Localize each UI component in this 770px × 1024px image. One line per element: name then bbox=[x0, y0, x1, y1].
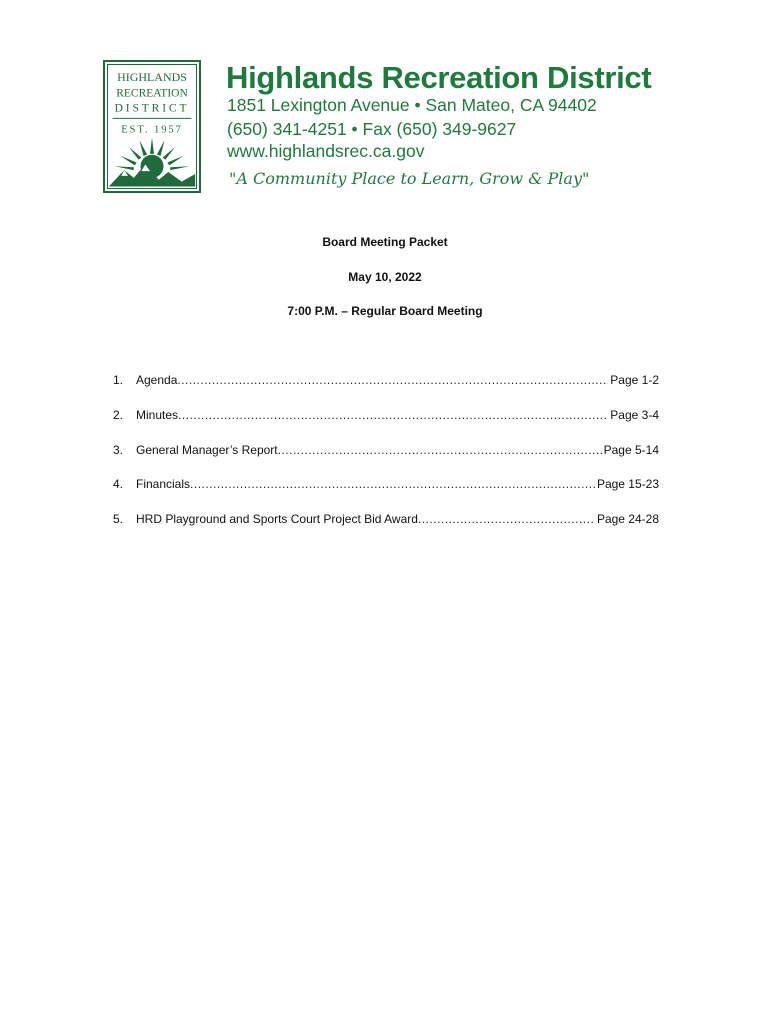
toc-label: HRD Playground and Sports Court Project Bid Award bbox=[136, 512, 418, 526]
toc-page: Page 3-4 bbox=[610, 408, 659, 422]
district-logo bbox=[103, 60, 201, 193]
toc-leader bbox=[418, 512, 595, 526]
district-website[interactable]: www.highlandsrec.ca.gov bbox=[227, 141, 425, 161]
logo-text-recreation: RECREATION bbox=[116, 87, 188, 100]
toc-page: Page 1-2 bbox=[610, 373, 659, 387]
district-tagline: "A Community Place to Learn, Grow & Play" bbox=[229, 169, 590, 188]
logo-text-district: DISTRICT bbox=[114, 102, 190, 115]
district-name: Highlands Recreation District bbox=[226, 60, 652, 95]
district-address: 1851 Lexington Avenue • San Mateo, CA 94402 bbox=[227, 95, 597, 115]
packet-heading: Board Meeting Packet bbox=[322, 235, 448, 249]
toc-number: 3. bbox=[113, 443, 124, 457]
logo-mark bbox=[105, 62, 199, 191]
toc-item-gm-report bbox=[113, 443, 659, 459]
toc-label: Financials bbox=[136, 477, 191, 491]
toc-leader bbox=[190, 477, 595, 491]
toc-label: General Manager’s Report bbox=[136, 443, 278, 457]
toc-item-financials bbox=[113, 477, 659, 493]
toc-page: Page 15-23 bbox=[596, 477, 659, 491]
toc-number: 5. bbox=[113, 512, 124, 526]
logo-text-highlands: HIGHLANDS bbox=[117, 69, 187, 84]
logo-text-established: EST. 1957 bbox=[121, 124, 183, 136]
toc-number: 1. bbox=[113, 373, 124, 387]
toc-item-bid-award bbox=[113, 512, 659, 528]
toc-label: Agenda bbox=[136, 373, 178, 387]
meeting-date: May 10, 2022 bbox=[348, 270, 422, 284]
district-phone: (650) 341-4251 • Fax (650) 349-9627 bbox=[227, 119, 517, 139]
toc-label: Minutes bbox=[136, 408, 179, 422]
toc-item-minutes bbox=[113, 408, 659, 424]
toc-leader bbox=[177, 373, 608, 387]
toc-leader bbox=[178, 408, 608, 422]
toc-page: Page 5-14 bbox=[603, 443, 659, 457]
toc-number: 2. bbox=[113, 408, 124, 422]
toc-item-agenda bbox=[113, 373, 659, 389]
toc-page: Page 24-28 bbox=[596, 512, 659, 526]
toc-leader bbox=[278, 443, 602, 457]
toc-number: 4. bbox=[113, 477, 124, 491]
meeting-time: 7:00 P.M. – Regular Board Meeting bbox=[287, 304, 483, 318]
